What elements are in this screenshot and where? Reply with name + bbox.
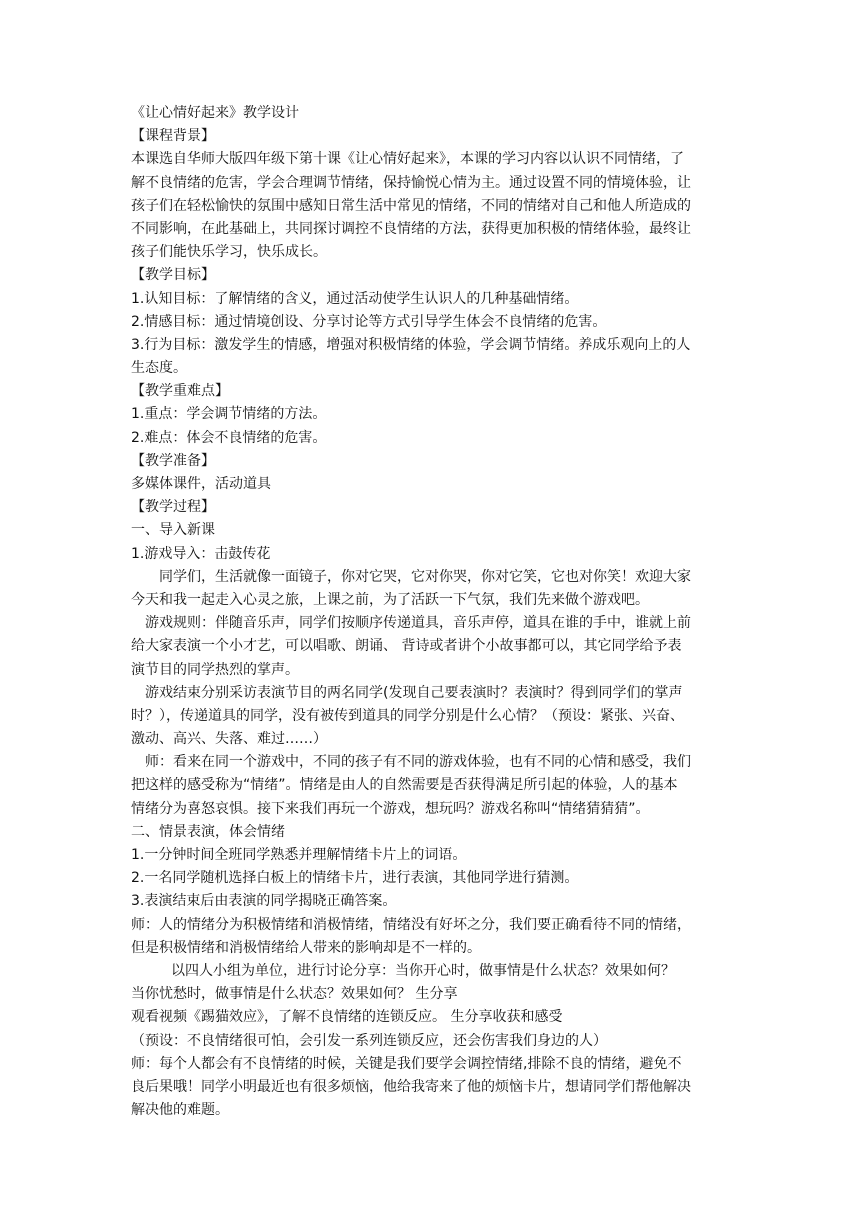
document-line: （预设：不良情绪很可怕，会引发一系列连锁反应，还会伤害我们身边的人） xyxy=(131,1032,607,1049)
document-line: 师：人的情绪分为积极情绪和消极情绪，情绪没有好坏之分，我们要正确看待不同的情绪， xyxy=(131,916,691,933)
document-line: 【教学重难点】 xyxy=(131,383,229,400)
document-line: 但是积极情绪和消极情绪给人带来的影响却是不一样的。 xyxy=(131,939,481,956)
document-line: 2.情感目标：通过情境创设、分享讨论等方式引导学生体会不良情绪的危害。 xyxy=(131,313,607,330)
document-line: 《让心情好起来》教学设计 xyxy=(131,105,299,121)
document-line: 观看视频《踢猫效应》，了解不良情绪的连锁反应。 生分享收获和感受 xyxy=(131,1009,563,1026)
document-line: 孩子们能快乐学习，快乐成长。 xyxy=(131,244,327,261)
document-line: 二、情景表演，体会情绪 xyxy=(131,823,285,840)
document-line: 解不良情绪的危害，学会合理调节情绪，保持愉悦心情为主。通过设置不同的情境体验，让 xyxy=(131,174,691,191)
document-line: 情绪分为喜怒哀惧。接下来我们再玩一个游戏，想玩吗？游戏名称叫“情绪猜猜猜”。 xyxy=(131,800,650,817)
document-line: 【教学目标】 xyxy=(131,267,215,284)
document-line: 时？），传递道具的同学，没有被传到道具的同学分别是什么心情？（预设：紧张、兴奋、 xyxy=(131,707,684,724)
document-line: 良后果哦！同学小明最近也有很多烦恼，他给我寄来了他的烦恼卡片，想请同学们帮他解决 xyxy=(131,1078,691,1095)
document-line: 2.难点：体会不良情绪的危害。 xyxy=(131,429,327,446)
document-line: 3.行为目标：激发学生的情感，增强对积极情绪的体验，学会调节情绪。养成乐观向上的人 xyxy=(131,336,691,353)
document-line: 解决他的难题。 xyxy=(131,1102,229,1119)
document-line: 给大家表演一个小才艺，可以唱歌、朗诵、 背诗或者讲个小故事都可以，其它同学给予表 xyxy=(131,638,682,655)
document-line: 把这样的感受称为“情绪”。情绪是由人的自然需要是否获得满足所引起的体验，人的基本 xyxy=(131,777,678,794)
document-line: 同学们，生活就像一面镜子，你对它哭，它对你哭，你对它笑，它也对你笑！欢迎大家 xyxy=(159,568,691,585)
document-line: 生态度。 xyxy=(131,360,187,377)
document-line: 1.认知目标：了解情绪的含义，通过活动使学生认识人的几种基础情绪。 xyxy=(131,290,579,307)
document-line: 【教学过程】 xyxy=(131,499,215,516)
document-line: 不同影响，在此基础上，共同探讨调控不良情绪的方法，获得更加积极的情绪体验，最终让 xyxy=(131,220,691,237)
document-line: 当你忧愁时，做事情是什么状态？效果如何？ 生分享 xyxy=(131,986,458,1003)
document-line: 【教学准备】 xyxy=(131,452,215,469)
document-line: 多媒体课件，活动道具 xyxy=(131,476,271,492)
document-line: 本课选自华师大版四年级下第十课《让心情好起来》，本课的学习内容以认识不同情绪，了 xyxy=(131,151,684,168)
document-line: 游戏规则：伴随音乐声，同学们按顺序传递道具，音乐声停，道具在谁的手中，谁就上前 xyxy=(145,615,691,632)
document-line: 师：每个人都会有不良情绪的时候，关键是我们要学会调控情绪,排除不良的情绪，避免不 xyxy=(131,1055,682,1072)
document-line: 演节目的同学热烈的掌声。 xyxy=(131,661,299,678)
document-line: 【课程背景】 xyxy=(131,128,215,145)
document-line: 3.表演结束后由表演的同学揭晓正确答案。 xyxy=(131,893,397,910)
document-line: 今天和我一起走入心灵之旅，上课之前，为了活跃一下气氛，我们先来做个游戏吧。 xyxy=(131,591,649,608)
document-line: 孩子们在轻松愉快的氛围中感知日常生活中常见的情绪，不同的情绪对自己和他人所造成的 xyxy=(131,197,691,214)
document-line: 以四人小组为单位，进行讨论分享：当你开心时，做事情是什么状态？效果如何？ xyxy=(171,962,675,979)
document-line: 1.一分钟时间全班同学熟悉并理解情绪卡片上的词语。 xyxy=(131,847,467,863)
document-line: 激动、高兴、失落、难过……） xyxy=(131,731,327,748)
document-line: 一、导入新课 xyxy=(131,522,215,539)
document-line: 2.一名同学随机选择白板上的情绪卡片，进行表演，其他同学进行猜测。 xyxy=(131,870,579,887)
document-line: 游戏结束分别采访表演节目的两名同学(发现自己要表演时？表演时？得到同学们的掌声 xyxy=(145,684,683,701)
document-line: 1.游戏导入：击鼓传花 xyxy=(131,545,271,562)
document-line: 师：看来在同一个游戏中，不同的孩子有不同的游戏体验，也有不同的心情和感受，我们 xyxy=(145,754,691,771)
document-body xyxy=(131,102,731,1122)
document-line: 1.重点：学会调节情绪的方法。 xyxy=(131,406,327,423)
